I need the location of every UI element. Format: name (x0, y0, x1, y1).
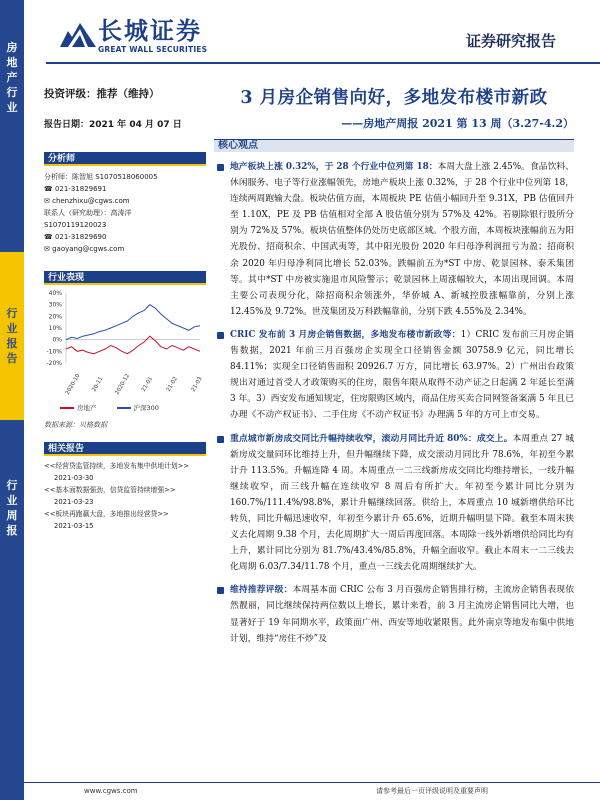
strip-char: 业 (6, 494, 18, 507)
related-reports-block (44, 442, 206, 532)
related-report-title[interactable]: <<板块再跑赢大盘，多地推出经营贷>> (44, 510, 169, 518)
report-title: 3 月房企销售向好，多地发布楼市新政 (240, 88, 548, 108)
strip-char: 行 (6, 479, 18, 492)
y-tick-label: 0% (52, 336, 62, 344)
left-category-strip (0, 0, 24, 800)
analyst-info-line[interactable]: ✉ chenzhixu@cgws.com (44, 197, 130, 205)
core-view-paragraph (214, 582, 574, 646)
core-view-paragraph (214, 159, 574, 320)
strip-char: 地 (6, 56, 18, 69)
logo-english-name: GREAT WALL SECURITIES (98, 45, 208, 54)
paragraph-body: 1）CRIC 发布前三月房企销售数据，2021 年前三月百强房企实现全口径销售金额 30758.9 亿元，同比增长 84.11%；实现全口径销售面积 20926.7 万方，同比增长 63.97%。2）广州出台政策规出对通过首受人才政策购买的住房，限售年限从取得不动产证之日起满 2 年延长至满 3 年。3）西安发布通知规定，住房限购区域内，商品住房买卖合同网签备案满 5 年且已办理《不动产权证书》、二手住房《不动产权证书》办理满 5 年的方可上市交易。 (230, 329, 574, 421)
related-report-date: 2021-03-15 (54, 522, 94, 530)
report-date: 报告日期：2021 年 04 月 07 日 (44, 120, 182, 130)
main-content (214, 86, 574, 647)
strip-char: 业 (6, 322, 18, 335)
paragraph-lead: 地产板块上涨 0.32%，于 28 个行业中位列第 18： (230, 162, 438, 172)
strip-char: 报 (6, 524, 18, 537)
x-tick-label: 21-02 (165, 376, 179, 393)
x-tick-label: 2020-12 (114, 373, 132, 396)
analyst-info (44, 171, 206, 255)
y-tick-label: 20% (48, 313, 62, 321)
y-tick-label: -10% (46, 348, 62, 356)
x-tick-label: 20-11 (91, 376, 105, 393)
chart-source: 数据来源：贝格数据 (44, 421, 107, 429)
paragraph-lead: 重点城市新房成交同比升幅持续收窄，滚动月同比升近 80%：成交上。 (230, 433, 513, 444)
side-column (44, 86, 206, 532)
related-reports-list (44, 460, 206, 532)
performance-section-title: 行业表现 (44, 271, 206, 285)
chart-legend (44, 403, 206, 412)
strip-section-report (0, 252, 24, 420)
core-view-paragraph (214, 327, 574, 424)
analyst-info-line: 联系人（研究助理）：高涛洋 (44, 209, 132, 217)
report-type: 证券研究报告 (465, 32, 556, 50)
analyst-info-line: 分析师：陈智旭 S1070518060005 (44, 173, 158, 181)
y-tick-label: 10% (48, 325, 62, 332)
analyst-info-line: ☎ 021-31829691 (44, 185, 107, 193)
page-footer (24, 782, 600, 800)
bullet-icon (217, 164, 224, 171)
x-tick-label: 2020-10 (64, 373, 82, 396)
industry-performance-block (44, 271, 206, 430)
strip-char: 告 (6, 352, 18, 365)
y-tick-label: 40% (48, 290, 62, 297)
strip-char: 行 (6, 307, 18, 320)
x-tick-label: 21-03 (190, 376, 204, 393)
paragraph-body: 本周大盘上涨 2.45%。食品饮料、休闲服务、电子等行业涨幅领先，房地产板块上涨 0.32%，于 28 个行业中位列第 18，连续两周跑输大盘。板块估值方面，本周板块 PE 估值小幅回升至 9.31X，PB 估值回升至 1.10X，PE 及 PB 估值相对全部 A 股估值分别为 57%及 42%。若剔除银行股所分别为 72%及 57%。板块估值整体仍处历史底部区域。个股方面，本周板块涨幅前五为阳光股份、招商积余、中国武夷等，其中阳光股份 2020 年归母净利润扭亏为盈；招商积余 2020 年归母净利同比增长 52.03%。跌幅前五为*ST 中房、乾景园林、泰禾集团等。其中*ST 中房被实施退市风险警示；乾景园林上周涨幅较大，本周出现回调。本周主要公司表现分化，除招商积余领涨外，华侨城 A、新城控股涨幅靠前，分别上涨 12.45%及 9.72%。世茂集团及万科跌幅靠前，分别下跌 4.55%及 2.34%。 (230, 162, 574, 317)
core-view-paragraph (214, 431, 574, 576)
paragraph-body: 本周基本面 CRIC 公布 3 月百强房企销售排行榜，主流房企销售表现依然靓丽，同比继续保持两位数以上增长，累计来看，前 3 月主流房企销售同比大增，也显著好于 19 年同期水平，政策面广州、西安等地收紧限售。此外南京等地发布集中供地计划，维持“房住不炒”及 (230, 585, 574, 644)
header-divider (46, 62, 600, 64)
core-view-paragraphs (214, 159, 574, 647)
strip-char: 产 (6, 71, 18, 84)
analyst-section-title: 分析师 (44, 152, 206, 166)
series-line-real-estate (66, 336, 200, 354)
logo-chinese-name: 长城证券 (98, 17, 202, 45)
strip-char: 业 (6, 101, 18, 114)
series-line-hs300 (66, 305, 200, 340)
analyst-block (44, 152, 206, 255)
strip-section-industry (0, 40, 24, 115)
bullet-icon (217, 436, 224, 443)
analyst-info-line: S1070119120023 (44, 221, 107, 229)
company-logo (58, 18, 207, 54)
bullet-icon (217, 332, 224, 339)
y-tick-label: -20% (46, 360, 62, 367)
footer-url[interactable]: www.cgws.com (84, 787, 138, 795)
paragraph-body: 本周重点 27 城新房成交量同环比维持上升，但升幅继续下降，成交滚动月同比升 78.6%，年初至今累计升 113.5%。升幅连降 4 周。本周重点一二三线新房成交同比均维持增长，一线升幅继续收窄，而三线升幅在连续收窄 8 周后有所扩大。年初至今累计同比分别为 160.7%/111.4%/98.8%，累计升幅继续回落。供给上，本周重点 10 城新增供给环比转负，同比升幅迅速收窄，年初至今累计升 65.6%，近期升幅明显下降。截至本周末狭义去化周期 9.38 个月，去化周期扩大一周后再度回落。本周除一线外新增供给同比均有上升，累计同比分别为 81.7%/43.4%/85.8%，升幅全面收窄。截止本周末一二三线去化周期 6.03/7.34/11.78 个月，重点一三线去化周期继续扩大。 (230, 433, 574, 573)
analyst-info-line: ☎ 021-31829690 (44, 233, 107, 241)
related-report-title[interactable]: <<基本面数据强劲，信贷监管持续增强>> (44, 486, 176, 494)
bullet-icon (217, 587, 224, 594)
strip-char: 周 (6, 509, 18, 522)
strip-char: 行 (6, 86, 18, 99)
related-section-title: 相关报告 (44, 442, 206, 456)
y-tick-label: 30% (48, 301, 62, 309)
legend-item-real-estate: 房地产 (60, 403, 97, 412)
core-view-heading: 核心观点 (214, 139, 574, 152)
industry-performance-chart (44, 285, 206, 397)
legend-item-hs300: 沪深300 (117, 403, 159, 412)
footer-disclaimer: 请参考最后一页评级说明及重要声明 (376, 787, 488, 795)
related-report-date: 2021-03-23 (54, 498, 94, 506)
investment-rating: 投资评级：推荐（维持） (44, 88, 160, 100)
related-report-date: 2021-03-30 (54, 474, 94, 482)
paragraph-lead: 维持推荐评级： (230, 585, 293, 596)
analyst-info-line[interactable]: ✉ gaoyang@cgws.com (44, 245, 125, 253)
strip-char: 报 (6, 337, 18, 350)
paragraph-lead: CRIC 发布前 3 月房企销售数据，多地发布楼市新政等： (230, 329, 461, 340)
x-tick-label: 21-01 (140, 376, 155, 393)
related-report-title[interactable]: <<经营贷监管持续，多地发布集中供地计划>> (44, 462, 190, 470)
report-subtitle: ——房地产周报 2021 第 13 周（3.27-4.2） (341, 117, 574, 130)
great-wall-logo-icon (58, 21, 98, 51)
report-header (46, 0, 600, 68)
strip-section-weekly (0, 478, 24, 538)
strip-char: 房 (6, 41, 18, 54)
